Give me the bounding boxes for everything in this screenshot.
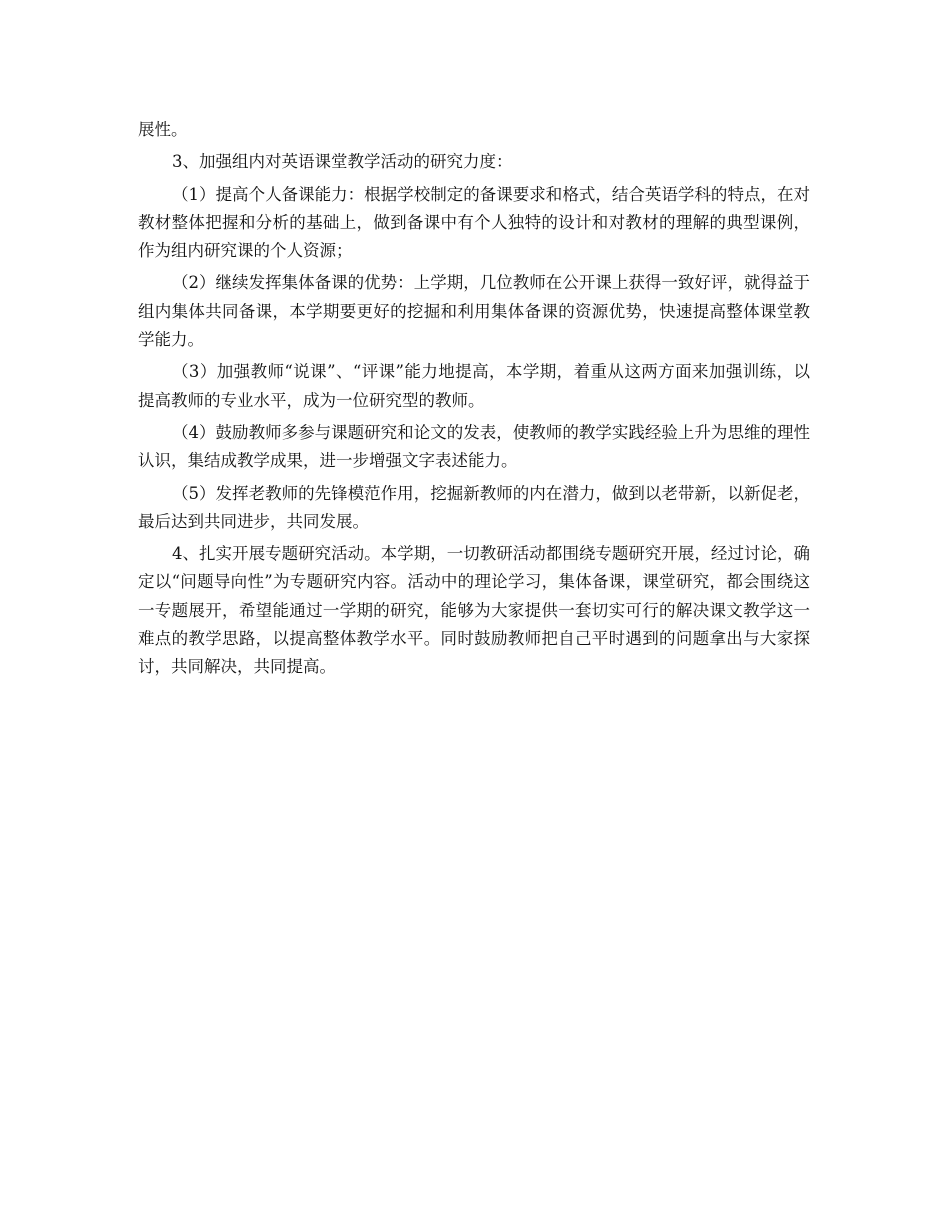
paragraph-subitem-1: （1）提高个人备课能力：根据学校制定的备课要求和格式，结合英语学科的特点，在对教材整体把握和分析的基础上，做到备课中有个人独特的设计和对教材的理解的典型课例，作为组内研究课的个人资源； <box>138 184 810 261</box>
paragraph-continuation: 展性。 <box>138 120 188 139</box>
paragraph-subitem-3: （3）加强教师“说课”、“评课”能力地提高，本学期，着重从这两方面来加强训练，以提高教师的专业水平，成为一位研究型的教师。 <box>138 362 810 410</box>
paragraph-subitem-2: （2）继续发挥集体备课的优势：上学期，几位教师在公开课上获得一致好评，就得益于组内集体共同备课，本学期要更好的挖掘和利用集体备课的资源优势，快速提高整体课堂教学能力。 <box>138 273 810 350</box>
paragraph-subitem-4: （4）鼓励教师多参与课题研究和论文的发表，使教师的教学实践经验上升为思维的理性认识，集结成教学成果，进一步增强文字表述能力。 <box>138 422 810 471</box>
document-body <box>138 116 810 686</box>
paragraph-item-4: 4、扎实开展专题研究活动。本学期，一切教研活动都围绕专题研究开展，经过讨论，确定以“问题导向性”为专题研究内容。活动中的理论学习，集体备课，课堂研究，都会围绕这一专题展开，希望能通过一学期的研究，能够为大家提供一套切实可行的解决课文教学这一难点的教学思路，以提高整体教学水平。同时鼓励教师把自己平时遇到的问题拿出与大家探讨，共同解决，共同提高。 <box>138 544 810 677</box>
paragraph-subitem-5: （5）发挥老教师的先锋模范作用，挖掘新教师的内在潜力，做到以老带新，以新促老，最后达到共同进步，共同发展。 <box>138 483 810 531</box>
paragraph-item-3: 3、加强组内对英语课堂教学活动的研究力度： <box>172 152 513 172</box>
